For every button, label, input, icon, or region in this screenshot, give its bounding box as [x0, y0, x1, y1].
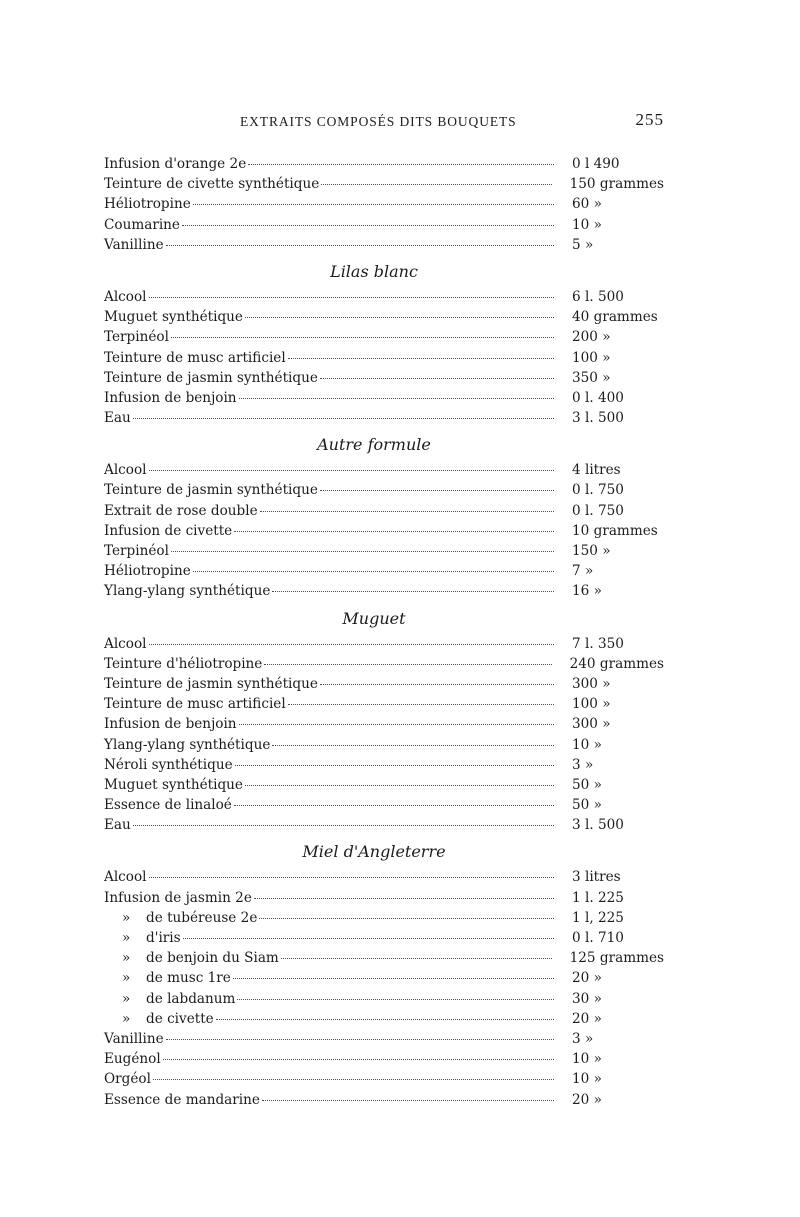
dot-leader	[272, 739, 554, 746]
ingredient-name: Alcool	[104, 869, 147, 886]
ditto-mark: »	[122, 970, 131, 987]
section-title: Muguet	[342, 608, 406, 628]
ingredient-row	[104, 989, 664, 1009]
dot-leader	[288, 698, 554, 705]
ingredient-row	[104, 714, 664, 734]
ingredient-row	[104, 888, 664, 908]
ingredient-row	[104, 388, 664, 408]
dot-leader	[245, 311, 554, 318]
ingredient-row	[104, 948, 664, 968]
dot-leader	[166, 239, 554, 246]
dot-leader	[166, 1033, 554, 1040]
ingredient-quantity: 0 l 490	[572, 156, 620, 172]
ingredient-name: Alcool	[104, 635, 147, 652]
ingredient-name-text: de civette	[146, 1010, 214, 1027]
ingredient-name: Essence de linaloé	[104, 797, 232, 814]
section-title: Autre formule	[317, 435, 431, 455]
ingredient-row	[104, 1090, 664, 1110]
ingredient-quantity: 50 »	[572, 776, 602, 793]
ingredient-quantity: 10 grammes	[572, 522, 658, 539]
ingredient-name: Vanilline	[104, 236, 164, 253]
ingredient-row	[104, 235, 664, 255]
ingredient-name: Extrait de rose double	[104, 502, 258, 519]
ingredient-name: Infusion de civette	[104, 522, 233, 539]
dot-leader	[321, 178, 551, 185]
dot-leader	[163, 1053, 554, 1060]
ingredient-name: Muguet synthétique	[104, 776, 243, 793]
ingredient-quantity: 10 »	[572, 736, 602, 753]
running-title: EXTRAITS COMPOSÉS DITS BOUQUETS	[240, 114, 517, 129]
ingredient-row	[104, 348, 664, 368]
ditto-mark: »	[122, 930, 131, 946]
recipe-list	[104, 154, 664, 1110]
ingredient-row	[104, 327, 664, 347]
dot-leader	[320, 484, 554, 491]
ingredient-quantity: 30 »	[572, 990, 602, 1007]
ingredient-quantity: 150 grammes	[569, 176, 664, 193]
dot-leader	[262, 1094, 554, 1101]
ingredient-row	[104, 215, 664, 235]
dot-leader	[216, 1013, 554, 1020]
ingredient-row	[104, 194, 664, 214]
ingredient-quantity: 300 »	[572, 675, 611, 692]
dot-leader	[183, 932, 554, 939]
ingredient-quantity: 0 l. 710	[572, 930, 624, 946]
ingredient-quantity: 4 litres	[572, 462, 621, 479]
ingredient-row	[104, 815, 664, 835]
ingredient-name: Teinture de musc artificiel	[104, 696, 286, 713]
ingredient-name-text: de labdanum	[146, 990, 236, 1007]
ingredient-name: Orgéol	[104, 1071, 151, 1088]
ingredient-name: Alcool	[104, 462, 147, 479]
ingredient-quantity: 10 »	[572, 1051, 602, 1068]
ingredient-quantity: 5 »	[572, 236, 594, 253]
dot-leader	[149, 638, 555, 645]
dot-leader	[193, 565, 554, 572]
ingredient-name: Essence de mandarine	[104, 1091, 260, 1108]
ingredient-quantity: 20 »	[572, 1091, 602, 1108]
ditto-mark: »	[122, 990, 131, 1007]
ingredient-row	[104, 460, 664, 480]
ingredient-name	[104, 989, 237, 1009]
ingredient-name-text: de musc 1re	[146, 970, 231, 987]
ingredient-quantity: 20 »	[572, 1010, 602, 1027]
dot-leader	[133, 819, 554, 826]
ingredient-name: Héliotropine	[104, 196, 191, 213]
dot-leader	[320, 372, 554, 379]
dot-leader	[171, 331, 554, 338]
ingredient-name: Infusion d'orange 2e	[104, 156, 247, 172]
dot-leader	[153, 1073, 554, 1080]
ingredient-row	[104, 1049, 664, 1069]
ingredient-name: Teinture d'héliotropine	[104, 655, 263, 672]
dot-leader	[320, 678, 554, 685]
ingredient-name: Ylang-ylang synthétique	[104, 736, 271, 753]
ingredient-row	[104, 581, 664, 601]
ingredient-name: Teinture de jasmin synthétique	[104, 369, 318, 386]
ingredient-quantity: 7 l. 350	[572, 635, 624, 652]
ingredient-row	[104, 654, 664, 674]
ditto-mark: »	[122, 909, 131, 926]
ingredient-row	[104, 735, 664, 755]
dot-leader	[182, 219, 554, 226]
ingredient-row	[104, 541, 664, 561]
ingredient-name-text: de benjoin du Siam	[146, 950, 279, 967]
ingredient-name: Muguet synthétique	[104, 309, 243, 326]
ingredient-quantity: 3 litres	[572, 869, 621, 886]
ingredient-row	[104, 480, 664, 500]
ingredient-quantity: 3 »	[572, 1030, 594, 1047]
ingredient-row	[104, 775, 664, 795]
dot-leader	[245, 779, 554, 786]
dot-leader	[233, 972, 554, 979]
ingredient-row	[104, 968, 664, 988]
ingredient-row	[104, 287, 664, 307]
ingredient-quantity: 200 »	[572, 329, 611, 346]
dot-leader	[259, 912, 554, 919]
ingredient-quantity: 125 grammes	[569, 950, 664, 967]
ingredient-row	[104, 795, 664, 815]
dot-leader	[149, 871, 555, 878]
ingredient-row	[104, 674, 664, 694]
ingredient-quantity: 16 »	[572, 583, 602, 600]
ingredient-row	[104, 174, 664, 194]
dot-leader	[193, 198, 554, 205]
ingredient-quantity: 10 »	[572, 216, 602, 233]
ingredient-quantity: 3 »	[572, 756, 594, 773]
ingredient-quantity: 3 l. 500	[572, 410, 624, 427]
ingredient-name	[104, 928, 183, 948]
dot-leader	[272, 585, 554, 592]
section-title: Miel d'Angleterre	[302, 842, 446, 862]
ingredient-name-text: d'iris	[146, 930, 181, 946]
ingredient-row	[104, 867, 664, 887]
ingredient-quantity: 0 l. 750	[572, 482, 624, 499]
ingredient-quantity: 50 »	[572, 797, 602, 814]
ingredient-quantity: 0 l. 750	[572, 502, 624, 519]
dot-leader	[248, 158, 554, 165]
ingredient-quantity: 20 »	[572, 970, 602, 987]
section-title: Lilas blanc	[330, 261, 418, 281]
ingredient-row	[104, 928, 664, 948]
ingredient-row	[104, 408, 664, 428]
ingredient-quantity: 100 »	[572, 349, 611, 366]
dot-leader	[264, 658, 551, 665]
ingredient-name: Teinture de jasmin synthétique	[104, 675, 318, 692]
dot-leader	[149, 291, 555, 298]
ingredient-name: Héliotropine	[104, 563, 191, 580]
ingredient-name: Teinture de jasmin synthétique	[104, 482, 318, 499]
ingredient-quantity: 1 l, 225	[572, 909, 624, 926]
ingredient-name: Teinture de musc artificiel	[104, 349, 286, 366]
ingredient-name	[104, 1009, 216, 1029]
ingredient-row	[104, 307, 664, 327]
ingredient-quantity: 40 grammes	[572, 309, 658, 326]
ingredient-name	[104, 968, 233, 988]
ingredient-quantity: 1 l. 225	[572, 889, 624, 906]
ingredient-name: Néroli synthétique	[104, 756, 233, 773]
ingredient-quantity: 6 l. 500	[572, 288, 624, 305]
ingredient-name-text: de tubéreuse 2e	[146, 909, 258, 926]
ingredient-name: Terpinéol	[104, 543, 169, 559]
dot-leader	[239, 392, 554, 399]
ingredient-row	[104, 634, 664, 654]
ingredient-name: Terpinéol	[104, 329, 169, 346]
ditto-mark: »	[122, 1010, 131, 1027]
ingredient-name: Coumarine	[104, 216, 180, 233]
dot-leader	[234, 525, 554, 532]
ingredient-name	[104, 908, 259, 928]
ingredient-name	[104, 948, 281, 968]
ingredient-name: Eugénol	[104, 1051, 161, 1068]
ingredient-name: Teinture de civette synthétique	[104, 176, 320, 193]
ingredient-quantity: 60 »	[572, 196, 602, 213]
ingredient-row	[104, 1069, 664, 1089]
dot-leader	[171, 545, 554, 552]
ingredient-row	[104, 154, 664, 174]
dot-leader	[149, 464, 555, 471]
dot-leader	[288, 352, 554, 359]
ingredient-row	[104, 755, 664, 775]
ingredient-name: Eau	[104, 817, 131, 834]
dot-leader	[260, 505, 554, 512]
dot-leader	[235, 759, 554, 766]
ingredient-quantity: 10 »	[572, 1071, 602, 1088]
dot-leader	[234, 799, 554, 806]
ingredient-name: Infusion de benjoin	[104, 716, 237, 733]
ingredient-row	[104, 908, 664, 928]
dot-leader	[239, 718, 554, 725]
ingredient-name: Eau	[104, 410, 131, 427]
ditto-mark: »	[122, 950, 131, 967]
dot-leader	[237, 993, 554, 1000]
ingredient-row	[104, 521, 664, 541]
ingredient-quantity: 3 l. 500	[572, 817, 624, 834]
ingredient-quantity: 150 »	[572, 543, 611, 559]
ingredient-quantity: 0 l. 400	[572, 389, 624, 406]
ingredient-quantity: 350 »	[572, 369, 611, 386]
ingredient-name: Vanilline	[104, 1030, 164, 1047]
ingredient-name: Infusion de benjoin	[104, 389, 237, 406]
ingredient-row	[104, 694, 664, 714]
ingredient-quantity: 100 »	[572, 696, 611, 713]
dot-leader	[281, 952, 552, 959]
ingredient-row	[104, 1009, 664, 1029]
ingredient-quantity: 240 grammes	[569, 655, 664, 672]
dot-leader	[133, 412, 554, 419]
ingredient-quantity: 7 »	[572, 563, 594, 580]
page-header	[240, 110, 664, 132]
ingredient-row	[104, 1029, 664, 1049]
ingredient-name: Alcool	[104, 288, 147, 305]
page-number: 255	[635, 110, 664, 129]
ingredient-quantity: 300 »	[572, 716, 611, 733]
ingredient-name: Infusion de jasmin 2e	[104, 889, 252, 906]
ingredient-name: Ylang-ylang synthétique	[104, 583, 271, 600]
ingredient-row	[104, 368, 664, 388]
ingredient-row	[104, 561, 664, 581]
ingredient-row	[104, 501, 664, 521]
dot-leader	[254, 892, 554, 899]
